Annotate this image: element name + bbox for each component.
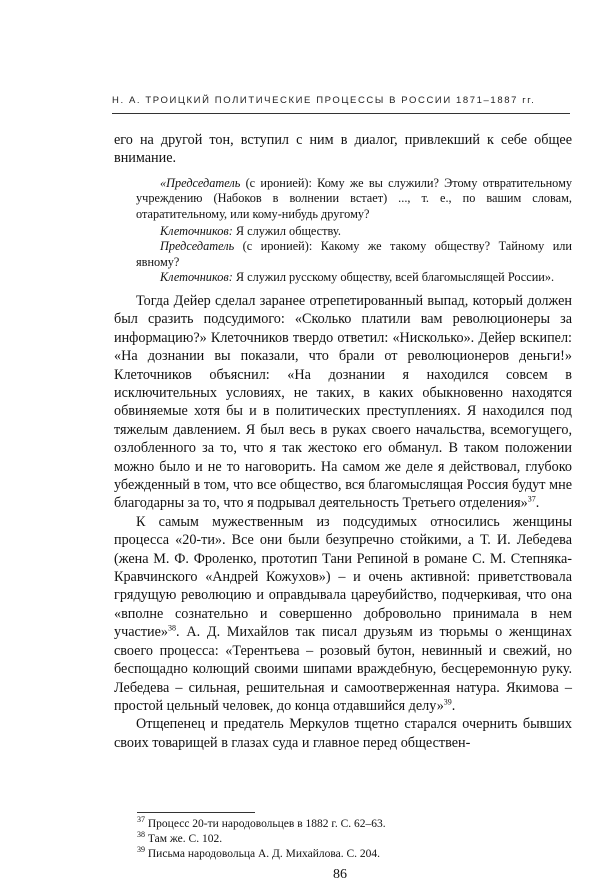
footnote-ref: 37	[527, 494, 536, 504]
footnote-text: Письма народовольца А. Д. Михайлова. С. 204.	[145, 848, 381, 860]
footnote-text: Там же. С. 102.	[145, 833, 223, 845]
footnote-rule	[137, 812, 255, 813]
line-text: (с иронией): Кому же вы служили? Этому отвратительному учреждению (Набоков в волнении встает) ..., т. е., по вашим словам, отаратительному, или кому-нибудь другому?	[136, 175, 572, 221]
paragraph-text: К самым мужественным из подсудимых относились женщины процесса «20-ти». Все они были безупречно стойкими, а Т. И. Лебедева (жена М. Ф. Фроленко, прототип Тани Репиной в романе С. М. Степняка-Кравчинского «Андрей Кожухов») – и очень активной: приветствовала грядущую революцию и оправдывала цареубийство, подчеркивая, что она «вполне сознательно и совершенно добровольно принимала в нем участие»	[114, 513, 572, 641]
intro-paragraph: его на другой тон, вступил с ним в диалог, привлекший к себе общее внимание.	[114, 132, 572, 167]
line-text: Я служил обществу.	[232, 223, 341, 238]
speaker: Председатель	[160, 239, 235, 254]
body-text	[114, 131, 572, 752]
footnote	[137, 832, 577, 847]
footnote-ref: 38	[168, 623, 177, 633]
header-rule	[112, 113, 570, 114]
footnote	[137, 847, 577, 862]
line-text: Я служил русскому обществу, всей благомыслящей России».	[232, 270, 555, 285]
dialogue-quote	[136, 176, 572, 286]
footnotes	[137, 817, 577, 862]
speaker: «Председатель	[160, 175, 241, 190]
page-number: 86	[333, 867, 347, 882]
paragraph-text: Тогда Дейер сделал заранее отрепетированный выпад, который должен был сразить подсудимого: «Сколько платили вам революционеры за информацию?» Клеточников твердо ответил: «Нисколько». Дейер вскипел: «На дознании вы показали, что брали от революционеров деньги!» Клеточников объяснил: «На дознании я находился совсем в исключительных условиях, не таких, в каких обыкновенно находятся обвиняемые хотя бы и в политических преступлениях. Я находился под тяжелым давлением. Я был весь в руках своего начальства, всемогущего, озлобленного за то, что я так жестоко его обманул. В таком положении можно было и не то наговорить. На самом же деле я действовал, глубоко убежденный в том, что все общество, вся благомыслящая Россия будут мне благодарны за то, что я подрывал деятельность Третьего отделения»	[114, 292, 572, 512]
footnote-text: Процесс 20-ти народовольцев в 1882 г. С. 62–63.	[145, 818, 386, 830]
line-text: (с иронией): Какому же такому обществу? Тайному или явному?	[136, 239, 572, 269]
footnote-ref: 39	[443, 697, 452, 707]
footnote	[137, 817, 577, 832]
footnote-number: 37	[137, 815, 145, 825]
running-header: Н. А. ТРОИЦКИЙ ПОЛИТИЧЕСКИЕ ПРОЦЕССЫ В РОССИИ 1871–1887 гг.	[112, 95, 536, 106]
dialogue-line	[136, 176, 572, 223]
paragraph-merkulov: Отщепенец и предатель Меркулов тщетно старался очернить бывших своих товарищей в глазах суда и главное перед обществен-	[114, 716, 572, 751]
dialogue-line	[136, 224, 572, 240]
speaker: Клеточников:	[160, 223, 233, 238]
paragraph-deyer: Тогда Дейер сделал заранее отрепетированный выпад, который должен был сразить подсудимого: «Сколько платили вам революционеры за информацию?» Клеточников твердо ответил: «Нисколько». Дейер вскипел: «На дознании вы показали, что брали от революционеров деньги!» Клеточников объяснил: «На дознании я находился совсем в исключительных условиях, не таких, в каких обыкновенно находятся обвиняемые хотя бы и в политических преступлениях. Я находился под тяжелым давлением. Я был весь в руках своего начальства, всемогущего, озлобленного за то, что я так жестоко его обманул. В таком положении можно было и не то наговорить. На самом же деле я действовал, глубоко убежденный в том, что все общество, вся благомыслящая Россия будут мне благодарны за то, что я подрывал деятельность Третьего отделения»$^{37}$.	[114, 292, 572, 512]
footnote-number: 38	[137, 830, 145, 840]
speaker: Клеточников:	[160, 270, 233, 285]
paragraph-text: . А. Д. Михайлов так писал друзьям из тюрьмы о женщинах своего процесса: «Терентьева – розовый бутон, невинный и свежий, но беспощадно колющий своими шипами враждебную, бесцеремонную руку. Лебедева – сильная, решительная и самоотверженная натура. Якимова – простой цельный человек, до конца отдавшийся делу»	[114, 624, 572, 714]
dialogue-line	[136, 270, 572, 286]
dialogue-line	[136, 239, 572, 270]
paragraph-women: К самым мужественным из подсудимых относились женщины процесса «20-ти». Все они были безупречно стойкими, а Т. И. Лебедева (жена М. Ф. Фроленко, прототип Тани Репиной в романе С. М. Степняка-Кравчинского «Андрей Кожухов») – и очень активной: приветствовала грядущую революцию и оправдывала цареубийство, подчеркивая, что она «вполне сознательно и совершенно добровольно принимала в нем участие»$^{38}$. А. Д. Михайлов так писал друзьям из тюрьмы о женщинах своего процесса: «Терентьева – розовый бутон, невинный и свежий, но беспощадно колющий своими шипами враждебную, бесцеремонную руку. Лебедева – сильная, решительная и самоотверженная натура. Якимова – простой цельный человек, до конца отдавшийся делу»$^{39}$.	[114, 513, 572, 714]
footnote-number: 39	[137, 845, 145, 855]
